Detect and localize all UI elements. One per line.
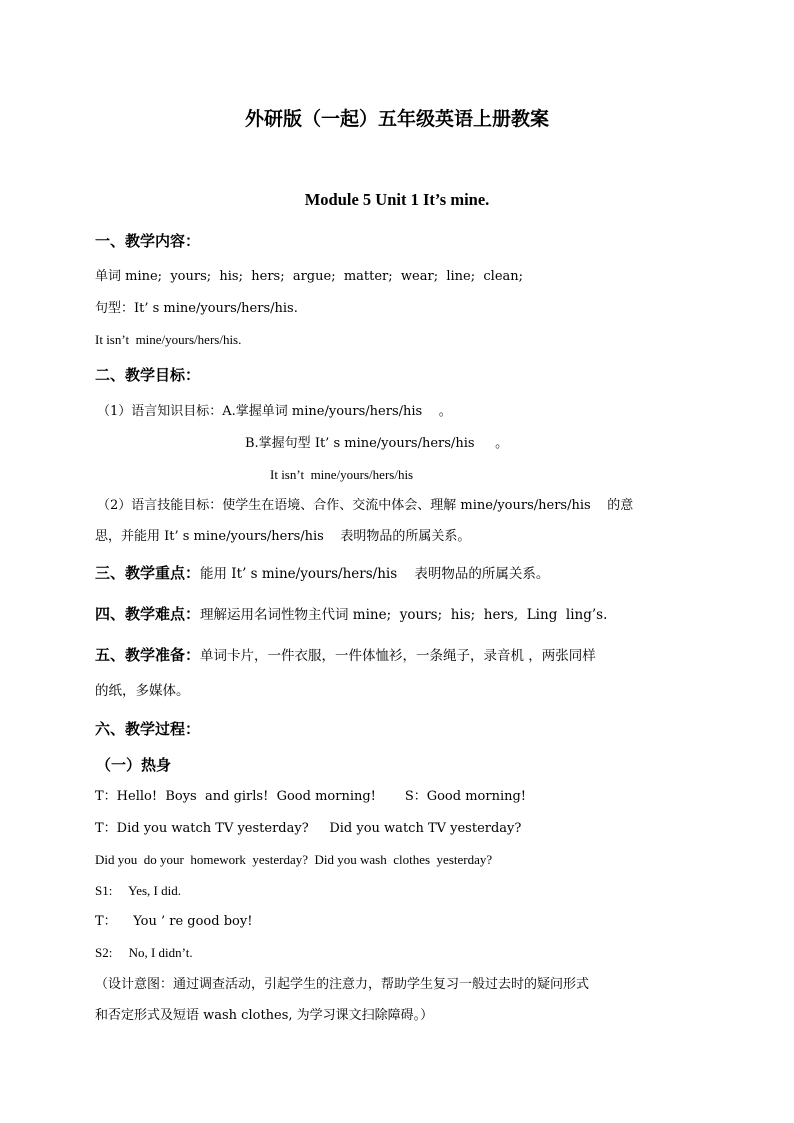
subsection-warmup: （一）热身 [96,756,172,774]
goal-skill-line1: （2）语言技能目标：使学生在语境、合作、交流中体会、理解 mine/yours/hers/his 的意 [97,498,634,513]
dialogue-line-6: S2: No, I didn’t. [95,945,193,960]
dialogue-line-5: T： You ’ re good boy! [95,914,253,929]
dialogue-line-4: S1: Yes, I did. [95,883,181,898]
section-heading-preparation: 五、教学准备： [95,646,201,664]
goal-skill-line2: 思，并能用 It’ s mine/yours/hers/his 表明物品的所属关系。 [95,529,471,544]
section-heading-goals: 二、教学目标： [95,366,201,384]
goal-knowledge-b: B.掌握句型 It’ s mine/yours/hers/his 。 [245,436,509,451]
section-heading-difficulties: 四、教学难点： [95,605,201,623]
document-title: 外研版（一起）五年级英语上册教案 [244,108,549,130]
preparation-text: 单词卡片，一件衣服，一件体恤衫，一条绳子，录音机 ，两张同样 [200,648,596,664]
section-preparation [95,646,596,666]
difficulties-text: 理解运用名词性物主代词 mine; yours; his; hers, Ling ling’s. [200,607,608,623]
document-subtitle: Module 5 Unit 1 It’s mine. [304,190,490,209]
section-heading-process: 六、教学过程： [95,720,201,738]
dialogue-line-1: T：Hello! Boys and girls! Good morning! S：Good morning! [95,789,527,804]
section-key-points [95,564,549,584]
design-intent-line1: （设计意图：通过调查活动，引起学生的注意力，帮助学生复习一般过去时的疑问形式 [95,977,590,992]
dialogue-line-2: T：Did you watch TV yesterday? Did you watch TV yesterday? [95,821,522,836]
sentence-pattern-negative: It isn’t mine/yours/hers/his. [95,332,242,347]
sentence-pattern-line: 句型：It’ s mine/yours/hers/his. [95,301,298,316]
section-heading-key-points: 三、教学重点： [95,564,201,582]
design-intent-line2: 和否定形式及短语 wash clothes, 为学习课文扫除障碍。） [95,1008,434,1023]
key-points-text: 能用 It’ s mine/yours/hers/his 表明物品的所属关系。 [200,566,550,582]
section-heading-content: 一、教学内容： [95,232,201,250]
preparation-text-cont: 的纸，多媒体。 [95,683,190,699]
section-difficulties [95,605,607,625]
goal-knowledge-a: （1）语言知识目标：A.掌握单词 mine/yours/hers/his 。 [97,404,452,419]
dialogue-line-3: Did you do your homework yesterday? Did you wash clothes yesterday? [95,852,493,867]
vocab-line: 单词 mine; yours; his; hers; argue; matter; wear; line; clean; [95,269,524,284]
goal-knowledge-b2: It isn’t mine/yours/hers/his [270,467,414,482]
